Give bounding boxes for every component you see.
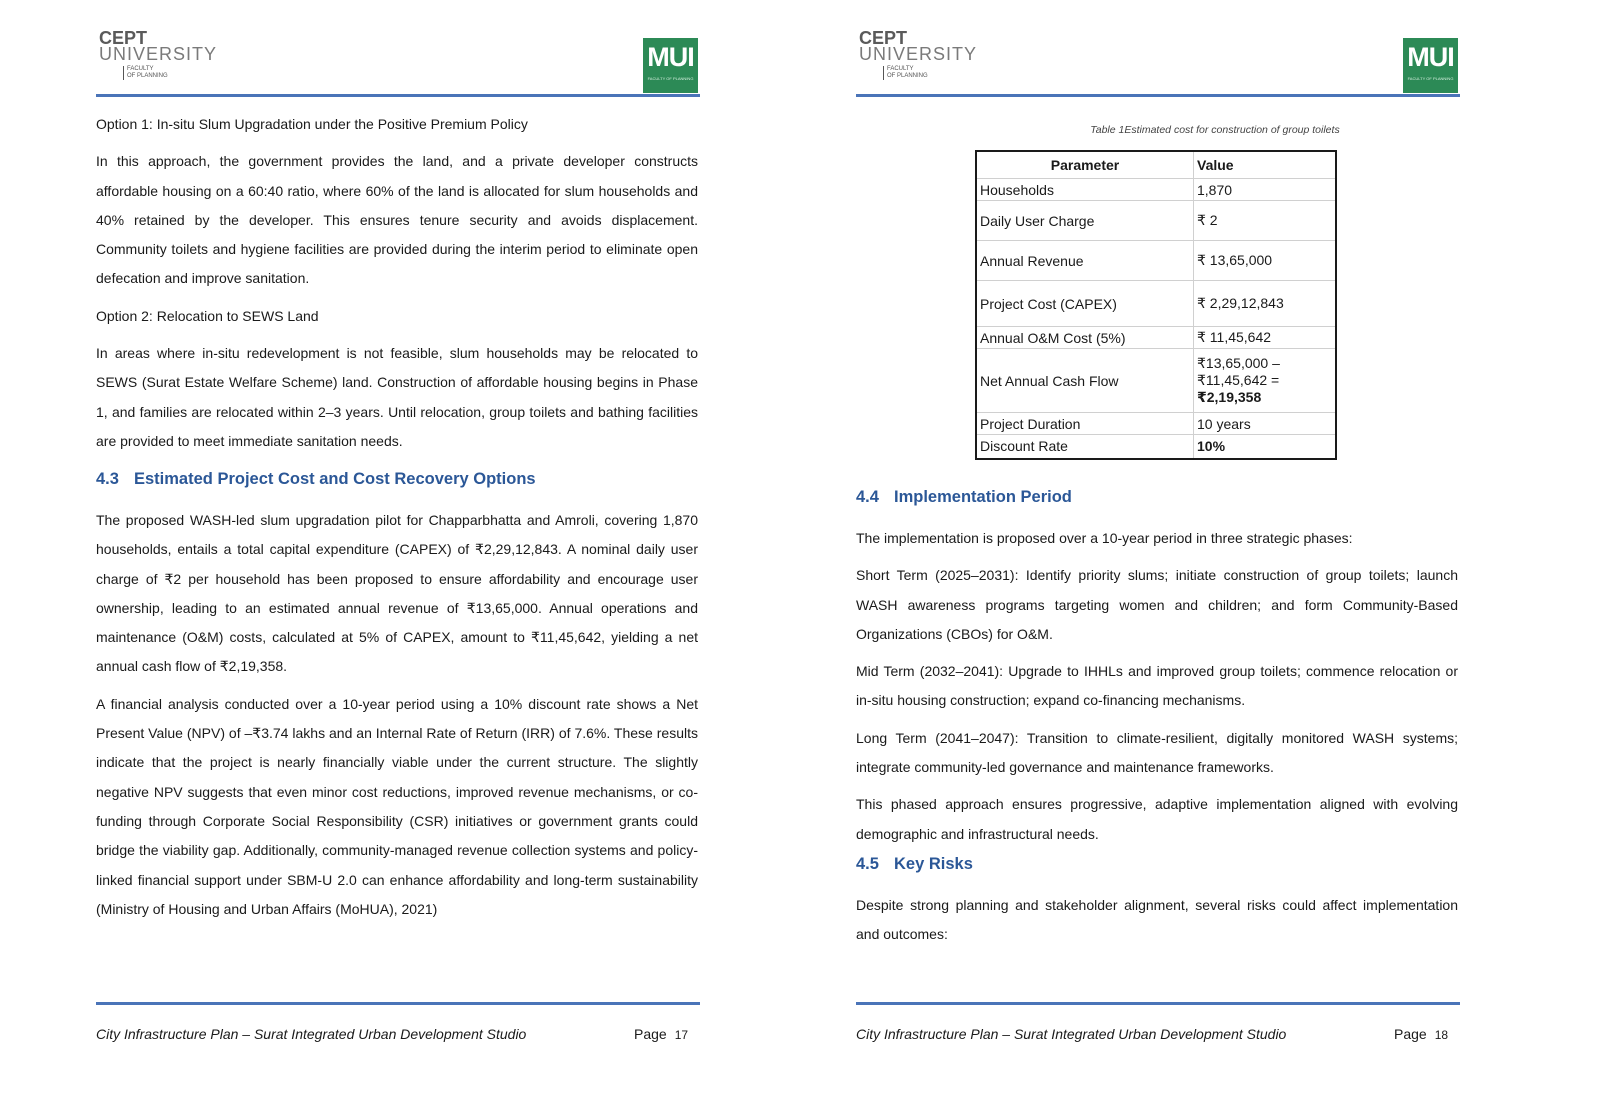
phased-approach: This phased approach ensures progressive, adaptive implementation aligned with evolving demographic and infrastructural needs. [856, 796, 1458, 842]
logo-text-cept: CEPT [99, 28, 148, 48]
footer-page-number: Page 18 [1394, 1026, 1449, 1042]
cept-university-logo [99, 28, 218, 82]
table-header-cell: Parameter [976, 151, 1194, 179]
footer-title: City Infrastructure Plan – Surat Integrated Urban Development Studio [96, 1026, 527, 1042]
option1-title: Option 1: In-situ Slum Upgradation under the Positive Premium Policy [96, 116, 528, 132]
footer-divider [96, 1002, 700, 1005]
page-18 [760, 0, 1560, 1119]
table-row: Households 1,870 [976, 179, 1336, 201]
cept-university-logo: CEPT UNIVERSITY FACULTY OF PLANNING [859, 28, 978, 79]
logo-faculty: FACULTY OF PLANNING [123, 66, 168, 80]
table-row: Project Duration 10 years [976, 413, 1336, 435]
mui-logo: MUI FACULTY OF PLANNING [1403, 38, 1458, 93]
long-term-phase: Long Term (2041–2047): Transition to climate-resilient, digitally monitored WASH systems; integrate community-led governance and maintenance frameworks. [856, 729, 1458, 776]
section-4-5-heading: 4.5 Key Risks [856, 855, 973, 873]
footer-divider [856, 1002, 1460, 1005]
option2-body: In areas where in-situ redevelopment is not feasible, slum households may be relocated to SEWS (Surat Estate Welfare Scheme) land. Construction of affordable housing begins in Phase 1, and families are relocated within 2–3 years. Until relocation, group toilets and bathing facilities are provided to meet immediate sanitation needs. [96, 345, 698, 449]
body-options [96, 110, 698, 464]
section-4-3-heading: 4.3 Estimated Project Cost and Cost Recovery Options [96, 470, 536, 488]
table-header-cell: Value [1194, 151, 1337, 179]
cost-paragraph-1: The proposed WASH-led slum upgradation pilot for Chapparbhatta and Amroli, covering 1,870 households, entails a total capital expenditure (CAPEX) of ₹2,29,12,843. A nominal daily user charge of ₹2 per household has been proposed to ensure affordability and encourage user ownership, leading to an estimated annual revenue of ₹13,65,000. Annual operations and maintenance (O&M) costs, calculated at 5% of CAPEX, amount to ₹11,45,642, yielding a net annual cash flow of ₹2,19,358. [96, 512, 698, 675]
footer-title: City Infrastructure Plan – Surat Integrated Urban Development Studio [856, 1026, 1287, 1042]
option2-title: Option 2: Relocation to SEWS Land [96, 307, 319, 324]
section-4-4-heading: 4.4 Implementation Period [856, 488, 1072, 506]
cost-paragraph-2: A financial analysis conducted over a 10-year period using a 10% discount rate shows a Net Present Value (NPV) of –₹3.74 lakhs and an Internal Rate of Return (IRR) of 7.6%. These results indicate that the project is nearly financially viable under the current structure. The slightly negative NPV suggests that even minor cost reductions, improved revenue mechanisms, or co-funding through Corporate Social Responsibility (CSR) initiatives or government grants could bridge the viability gap. Additionally, community-managed revenue collection systems and policy-linked financial support under SBM-U 2.0 can enhance affordability and long-term sustainability (Ministry of Housing and Urban Affairs (MoHUA), 2021) [96, 695, 698, 917]
cost-table [975, 150, 1337, 460]
header-divider [856, 94, 1460, 97]
footer-page-number: Page 17 [634, 1026, 689, 1042]
mid-term-phase: Mid Term (2032–2041): Upgrade to IHHLs and improved group toilets; commence relocation or in-situ housing construction; expand co-financing mechanisms. [856, 663, 1458, 709]
table-row: Net Annual Cash Flow ₹13,65,000 – ₹11,45,642 = ₹2,19,358 [976, 349, 1336, 413]
option1-body: In this approach, the government provides the land, and a private developer constructs affordable housing on a 60:40 ratio, where 60% of the land is allocated for slum households and 40% retained by the developer. This ensures tenure security and avoids displacement. Community toilets and hygiene facilities are provided during the interim period to eliminate open defecation and improve sanitation. [96, 153, 698, 287]
body-implementation [856, 524, 1458, 857]
risks-intro: Despite strong planning and stakeholder alignment, several risks could affect implementation and outcomes: [856, 897, 1458, 943]
table-row: Project Cost (CAPEX) ₹ 2,29,12,843 [976, 281, 1336, 327]
table-row: Annual Revenue ₹ 13,65,000 [976, 241, 1336, 281]
body-cost [96, 506, 698, 932]
logo-text-university: UNIVERSITY [99, 44, 218, 64]
body-risks [856, 891, 1458, 958]
table-caption: Table 1Estimated cost for construction of group toilets [1090, 124, 1340, 136]
table-row: Daily User Charge ₹ 2 [976, 201, 1336, 241]
table-row: Discount Rate 10% [976, 435, 1336, 459]
table-header-row [976, 151, 1336, 179]
implementation-intro: The implementation is proposed over a 10-year period in three strategic phases: [856, 530, 1353, 546]
table-row: Annual O&M Cost (5%) ₹ 11,45,642 [976, 327, 1336, 349]
header-divider [96, 94, 700, 97]
mui-logo: MUI FACULTY OF PLANNING [643, 38, 698, 93]
short-term-phase: Short Term (2025–2031): Identify priority slums; initiate construction of group toilets; launch WASH awareness programs targeting women and children; and form Community-Based Organizations (CBOs) for O&M. [856, 567, 1458, 642]
